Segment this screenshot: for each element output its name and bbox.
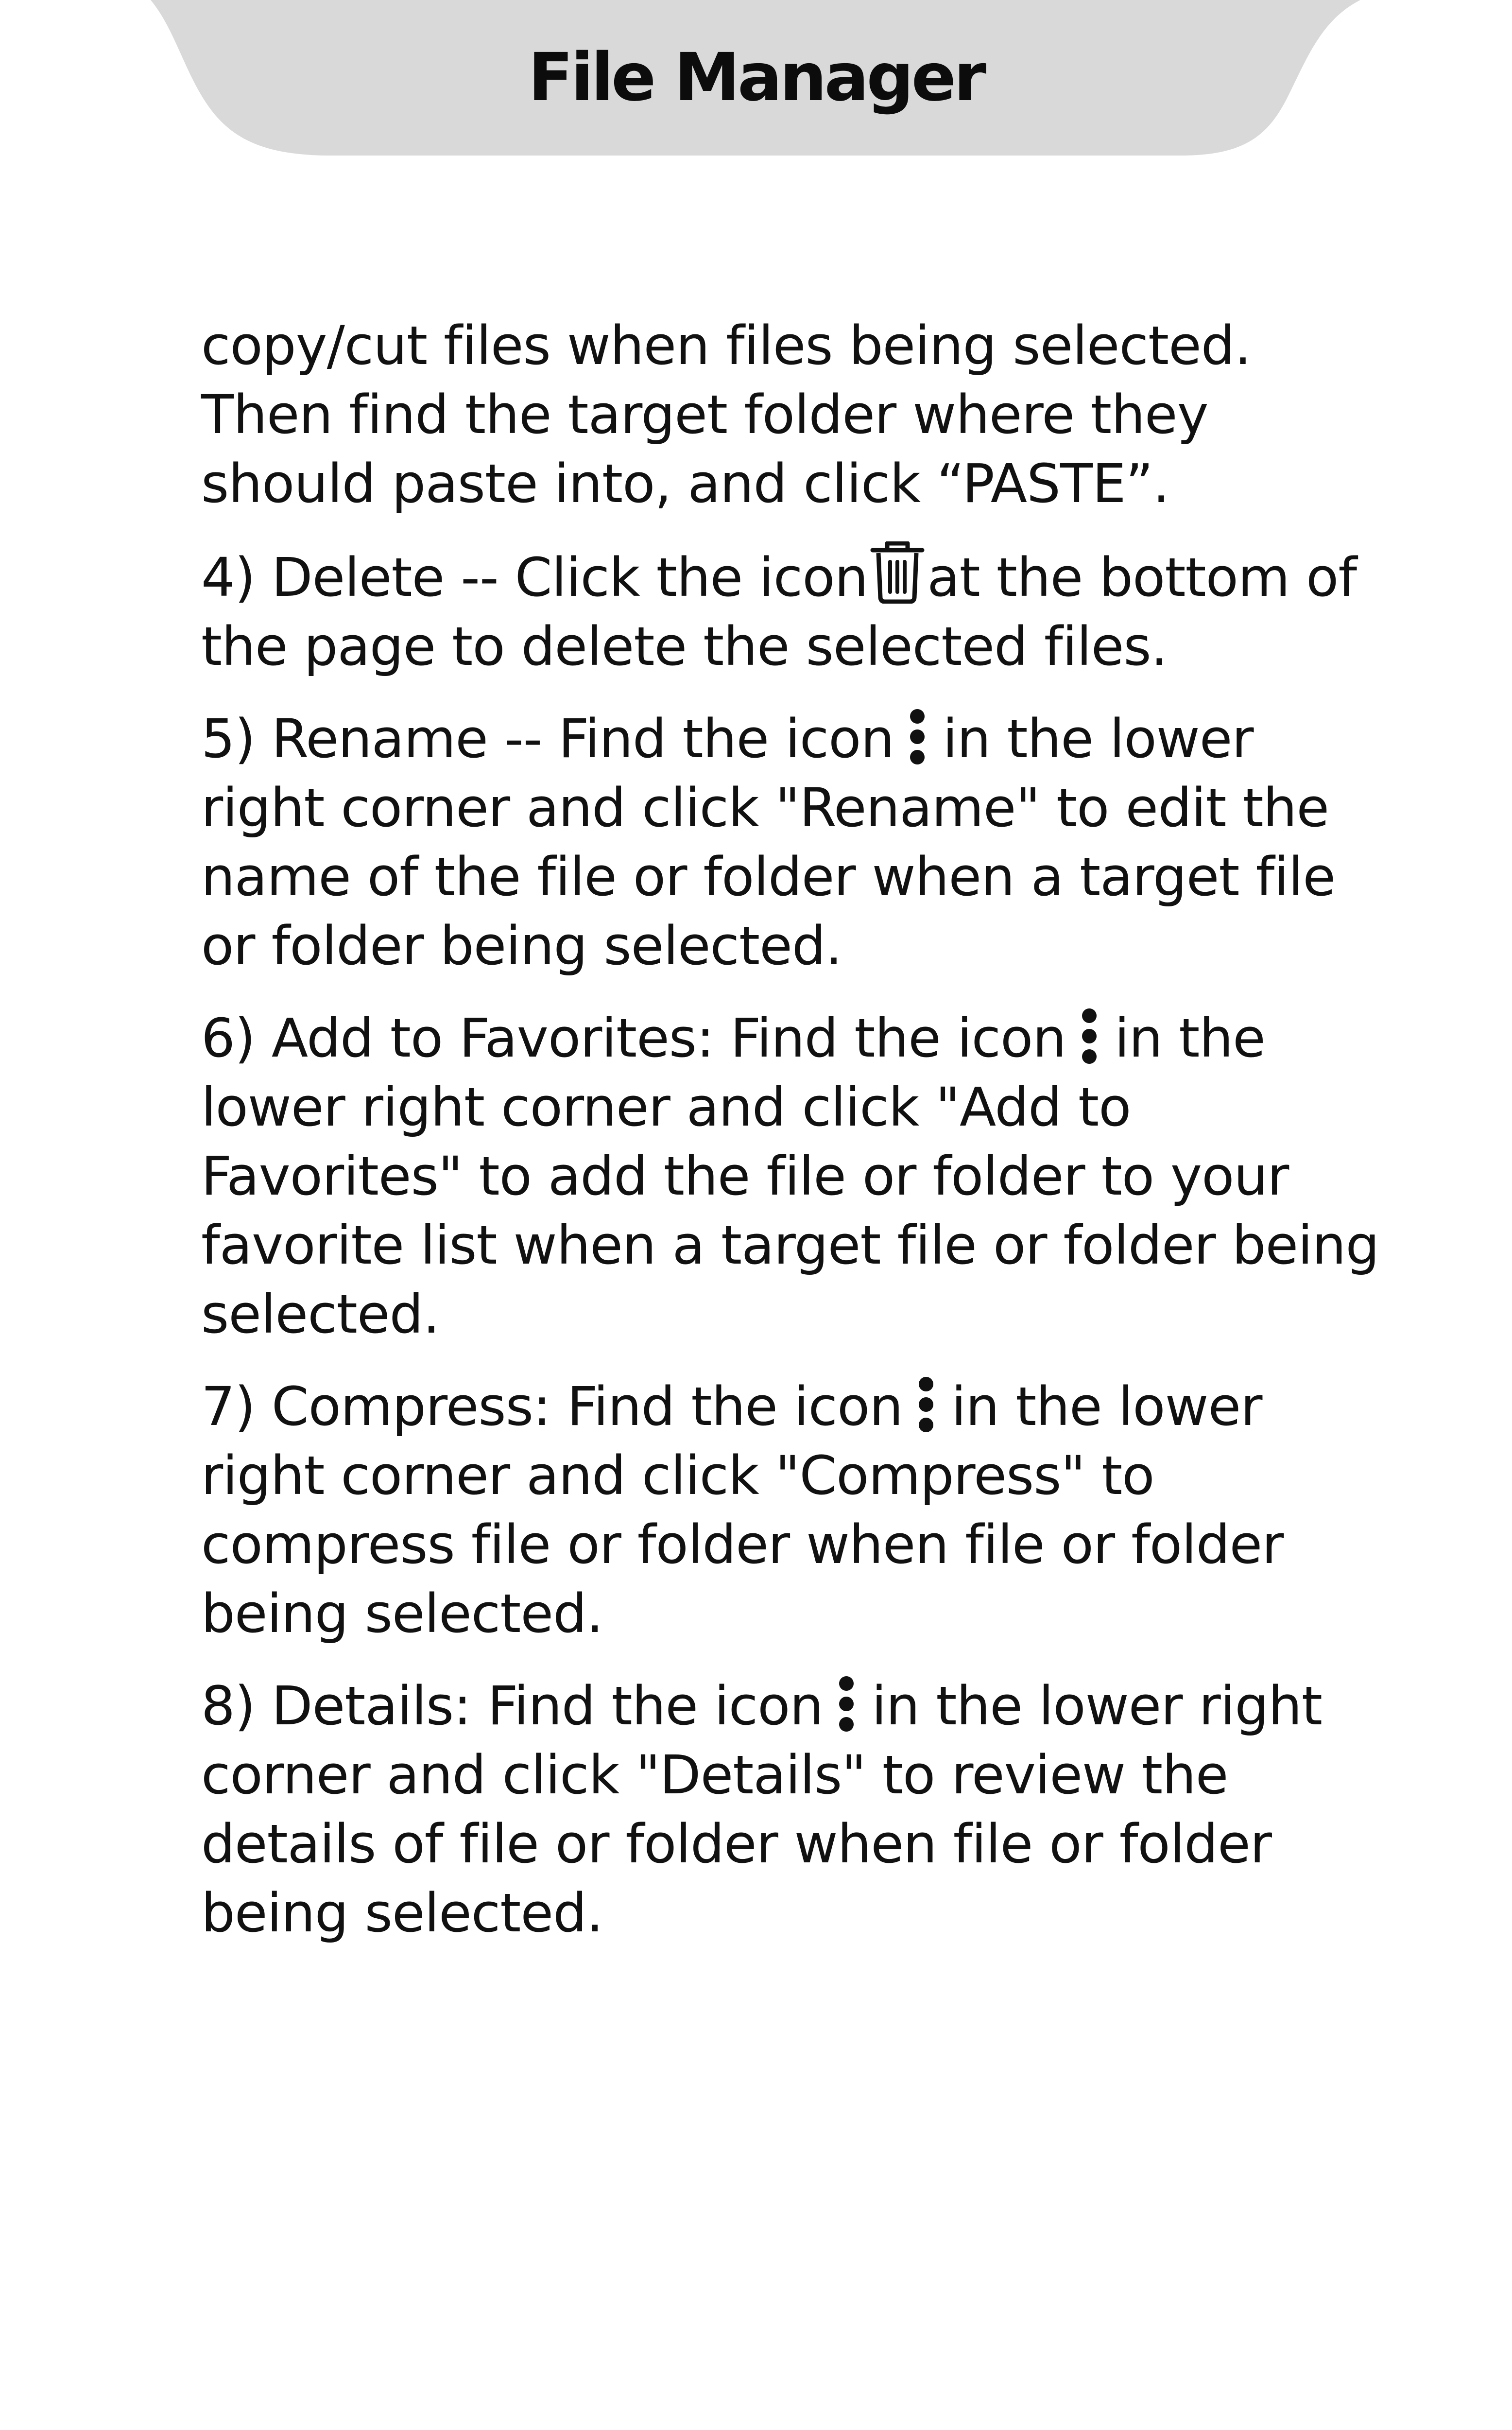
paragraph-copy-cut [201, 311, 1392, 518]
paragraph-delete-text-start: 4) Delete -- Click the icon [201, 546, 868, 608]
trash-icon [868, 541, 927, 604]
paragraph-rename [201, 704, 1392, 980]
paragraph-compress-text-start: 7) Compress: Find the icon [201, 1375, 903, 1438]
more-vertical-icon [911, 1376, 941, 1433]
paragraph-details-text-end: in the lower right corner and click "Details" to review the details of file or folder when file or folder being selected. [201, 1675, 1323, 1944]
page-title: File Manager [528, 39, 984, 116]
paragraph-favorites-text-end: in the lower right corner and click "Add to Favorites" to add the file or folder to your favorite list when a target file or folder being selected. [201, 1007, 1379, 1345]
paragraph-favorites-text-start: 6) Add to Favorites: Find the icon [201, 1007, 1066, 1069]
paragraph-rename-text-start: 5) Rename -- Find the icon [201, 708, 894, 770]
paragraph-compress-text-end: in the lower right corner and click "Compress" to compress file or folder when file or folder being selected. [201, 1375, 1284, 1645]
more-vertical-icon [903, 709, 932, 765]
instructions-text [201, 311, 1392, 1971]
paragraph-rename-text-end: in the lower right corner and click "Rename" to edit the name of the file or folder when a target file or folder being selected. [201, 708, 1336, 977]
paragraph-delete-text-end: at the bottom of the page to delete the selected files. [201, 546, 1357, 677]
paragraph-copy-cut-text: copy/cut files when files being selected. Then find the target folder where they should paste into, and click “PASTE”. [201, 314, 1251, 515]
more-vertical-icon [1075, 1008, 1104, 1064]
paragraph-favorites [201, 1004, 1392, 1349]
paragraph-compress [201, 1372, 1392, 1648]
more-vertical-icon [832, 1676, 861, 1732]
paragraph-details-text-start: 8) Details: Find the icon [201, 1675, 824, 1737]
paragraph-delete [201, 541, 1392, 681]
paragraph-details [201, 1671, 1392, 1947]
